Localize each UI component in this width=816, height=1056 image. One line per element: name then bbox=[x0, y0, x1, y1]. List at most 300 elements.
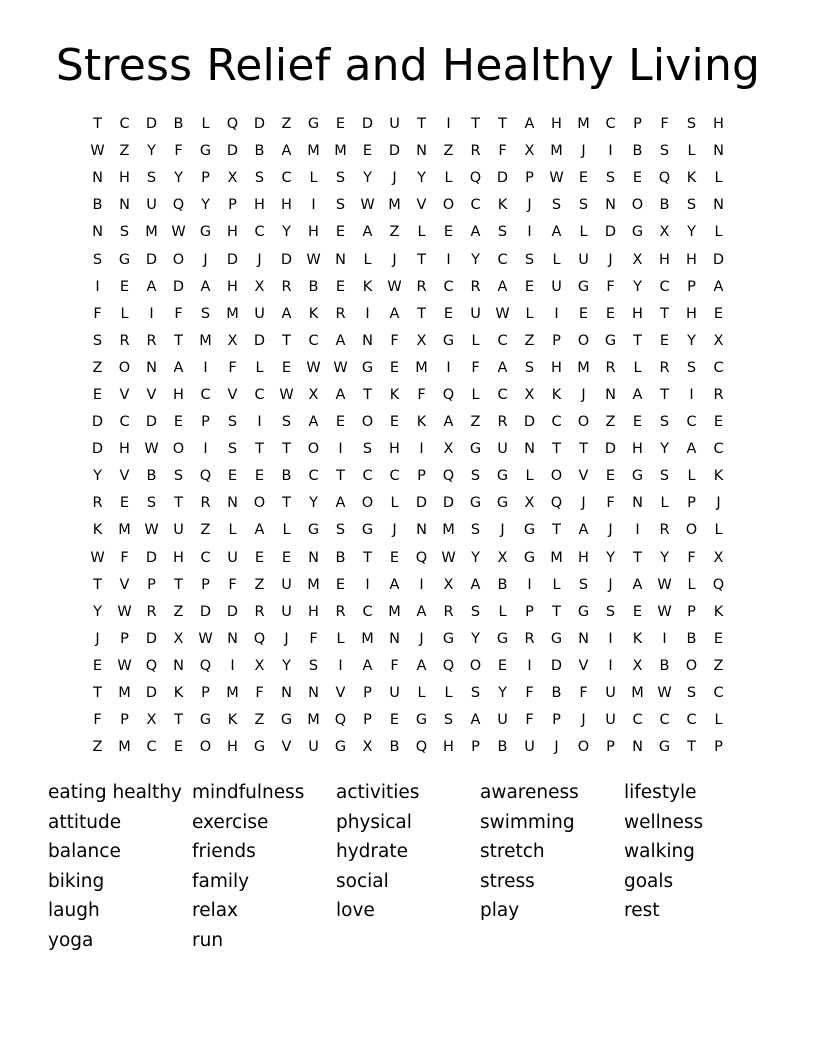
grid-letter: I bbox=[230, 657, 235, 674]
grid-letter: X bbox=[632, 657, 643, 674]
word-list-item: play bbox=[480, 900, 520, 922]
grid-letter: A bbox=[497, 359, 508, 376]
grid-letter: L bbox=[714, 712, 723, 729]
grid-letter: K bbox=[632, 630, 643, 647]
word-list-item: biking bbox=[48, 870, 105, 892]
grid-letter: W bbox=[387, 278, 402, 295]
grid-letter: L bbox=[417, 224, 426, 241]
grid-letter: B bbox=[686, 630, 697, 647]
grid-letter: W bbox=[90, 549, 105, 566]
grid-letter: K bbox=[416, 414, 427, 431]
grid-letter: F bbox=[606, 278, 615, 295]
word-list-item: lifestyle bbox=[624, 782, 697, 803]
grid-letter: B bbox=[146, 468, 157, 485]
grid-letter: T bbox=[174, 712, 183, 729]
grid-letter: Y bbox=[174, 170, 183, 187]
grid-letter: D bbox=[226, 251, 239, 268]
grid-letter: P bbox=[687, 495, 696, 512]
grid-letter: S bbox=[578, 197, 589, 214]
grid-letter: Y bbox=[687, 224, 696, 241]
grid-letter: Q bbox=[415, 739, 428, 756]
grid-letter: B bbox=[389, 739, 400, 756]
grid-letter: U bbox=[254, 305, 265, 322]
grid-letter: V bbox=[578, 468, 589, 485]
grid-letter: T bbox=[633, 332, 642, 349]
grid-letter: A bbox=[470, 712, 481, 729]
grid-letter: N bbox=[605, 386, 616, 403]
grid-letter: Y bbox=[660, 549, 669, 566]
grid-letter: H bbox=[389, 441, 400, 458]
grid-letter: L bbox=[255, 359, 264, 376]
grid-letter: G bbox=[496, 468, 509, 485]
grid-letter: H bbox=[281, 197, 292, 214]
grid-letter: M bbox=[442, 522, 455, 539]
grid-letter: Y bbox=[606, 549, 615, 566]
grid-letter: F bbox=[390, 657, 399, 674]
grid-letter: A bbox=[335, 386, 346, 403]
grid-letter: H bbox=[119, 441, 130, 458]
grid-letter: I bbox=[446, 359, 451, 376]
grid-letter: I bbox=[635, 522, 640, 539]
grid-letter: G bbox=[550, 630, 563, 647]
grid-letter: C bbox=[443, 278, 454, 295]
grid-letter: X bbox=[443, 441, 454, 458]
grid-letter: W bbox=[144, 522, 159, 539]
grid-letter: A bbox=[632, 386, 643, 403]
grid-letter: L bbox=[714, 170, 723, 187]
grid-letter: S bbox=[605, 603, 616, 620]
grid-letter: E bbox=[173, 414, 184, 431]
grid-letter: E bbox=[578, 305, 589, 322]
grid-letter: P bbox=[417, 468, 426, 485]
grid-letter: U bbox=[173, 522, 184, 539]
grid-letter: H bbox=[578, 549, 589, 566]
grid-letter: E bbox=[713, 414, 724, 431]
grid-letter: Q bbox=[469, 170, 482, 187]
grid-letter: U bbox=[308, 739, 319, 756]
grid-letter: A bbox=[524, 116, 535, 133]
grid-letter: H bbox=[254, 197, 265, 214]
grid-letter: E bbox=[659, 332, 670, 349]
grid-letter: Z bbox=[200, 522, 211, 539]
grid-letter: D bbox=[199, 603, 212, 620]
grid-letter: P bbox=[525, 603, 534, 620]
grid-letter: F bbox=[525, 712, 534, 729]
grid-letter: P bbox=[201, 576, 210, 593]
grid-letter: H bbox=[173, 549, 184, 566]
grid-letter: P bbox=[714, 739, 723, 756]
grid-letter: U bbox=[497, 712, 508, 729]
grid-letter: E bbox=[632, 603, 643, 620]
grid-letter: E bbox=[389, 359, 400, 376]
grid-letter: C bbox=[254, 386, 265, 403]
grid-letter: L bbox=[417, 685, 426, 702]
grid-letter: V bbox=[335, 685, 346, 702]
grid-letter: A bbox=[254, 522, 265, 539]
grid-letter: H bbox=[686, 251, 697, 268]
grid-letter: T bbox=[282, 332, 291, 349]
grid-letter: G bbox=[469, 441, 482, 458]
grid-letter: B bbox=[254, 143, 265, 160]
grid-letter: K bbox=[713, 468, 724, 485]
grid-letter: X bbox=[659, 224, 670, 241]
grid-letter: X bbox=[524, 386, 535, 403]
grid-letter: G bbox=[442, 332, 455, 349]
grid-letter: A bbox=[146, 278, 157, 295]
grid-letter: A bbox=[443, 414, 454, 431]
grid-letter: Q bbox=[442, 468, 455, 485]
grid-letter: W bbox=[657, 685, 672, 702]
grid-letter: C bbox=[470, 197, 481, 214]
grid-row bbox=[84, 328, 732, 355]
grid-letter: G bbox=[307, 116, 320, 133]
grid-letter: O bbox=[307, 441, 320, 458]
grid-letter: D bbox=[550, 657, 563, 674]
grid-letter: H bbox=[551, 359, 562, 376]
grid-row bbox=[84, 734, 732, 761]
grid-letter: D bbox=[253, 332, 266, 349]
grid-letter: E bbox=[497, 657, 508, 674]
grid-letter: D bbox=[361, 116, 374, 133]
grid-letter: Z bbox=[254, 576, 265, 593]
grid-letter: E bbox=[335, 414, 346, 431]
grid-letter: T bbox=[579, 441, 588, 458]
grid-letter: V bbox=[578, 657, 589, 674]
grid-letter: U bbox=[470, 305, 481, 322]
grid-letter: A bbox=[578, 522, 589, 539]
grid-letter: T bbox=[417, 116, 426, 133]
grid-letter: H bbox=[227, 224, 238, 241]
grid-letter: I bbox=[338, 657, 343, 674]
grid-letter: W bbox=[306, 251, 321, 268]
grid-row bbox=[84, 219, 732, 246]
grid-letter: O bbox=[253, 495, 266, 512]
grid-letter: F bbox=[309, 630, 318, 647]
word-list-item: love bbox=[336, 900, 375, 922]
grid-letter: V bbox=[119, 468, 130, 485]
grid-letter: N bbox=[362, 332, 373, 349]
grid-letter: X bbox=[416, 332, 427, 349]
grid-letter: G bbox=[415, 712, 428, 729]
grid-letter: L bbox=[309, 170, 318, 187]
word-list-item: attitude bbox=[48, 811, 122, 833]
grid-letter: H bbox=[173, 386, 184, 403]
grid-letter: H bbox=[443, 739, 454, 756]
grid-letter: K bbox=[227, 712, 238, 729]
grid-letter: N bbox=[281, 685, 292, 702]
grid-letter: I bbox=[608, 630, 613, 647]
grid-letter: T bbox=[174, 495, 183, 512]
grid-letter: T bbox=[498, 116, 507, 133]
grid-letter: T bbox=[687, 739, 696, 756]
grid-row bbox=[84, 517, 732, 544]
grid-letter: U bbox=[578, 251, 589, 268]
grid-letter: L bbox=[336, 630, 345, 647]
grid-letter: Z bbox=[119, 143, 130, 160]
grid-letter: W bbox=[657, 576, 672, 593]
grid-letter: N bbox=[227, 495, 238, 512]
grid-letter: S bbox=[659, 143, 670, 160]
grid-letter: P bbox=[525, 170, 534, 187]
grid-letter: Y bbox=[93, 468, 102, 485]
grid-letter: Z bbox=[92, 359, 103, 376]
grid-letter: D bbox=[91, 414, 104, 431]
grid-letter: C bbox=[389, 468, 400, 485]
grid-letter: D bbox=[145, 414, 158, 431]
word-list-item: stress bbox=[480, 870, 535, 892]
grid-letter: C bbox=[659, 278, 670, 295]
grid-letter: L bbox=[687, 468, 696, 485]
grid-letter: B bbox=[497, 739, 508, 756]
grid-letter: H bbox=[713, 116, 724, 133]
grid-letter: N bbox=[713, 143, 724, 160]
grid-letter: X bbox=[254, 657, 265, 674]
grid-letter: A bbox=[551, 224, 562, 241]
grid-letter: Q bbox=[415, 549, 428, 566]
grid-letter: U bbox=[605, 712, 616, 729]
grid-letter: M bbox=[307, 712, 320, 729]
grid-letter: K bbox=[497, 197, 508, 214]
grid-letter: S bbox=[578, 576, 589, 593]
grid-letter: J bbox=[392, 251, 397, 268]
grid-letter: L bbox=[687, 143, 696, 160]
grid-letter: A bbox=[416, 603, 427, 620]
word-list-item: physical bbox=[336, 811, 412, 833]
grid-letter: B bbox=[335, 549, 346, 566]
grid-letter: L bbox=[525, 468, 534, 485]
word-list-item: yoga bbox=[48, 929, 94, 951]
grid-letter: V bbox=[119, 576, 130, 593]
grid-letter: S bbox=[335, 522, 346, 539]
grid-letter: R bbox=[146, 332, 157, 349]
grid-letter: B bbox=[497, 576, 508, 593]
grid-letter: G bbox=[118, 251, 131, 268]
grid-letter: D bbox=[226, 143, 239, 160]
grid-letter: L bbox=[660, 495, 669, 512]
grid-letter: U bbox=[146, 197, 157, 214]
word-list-item: rest bbox=[624, 900, 660, 922]
grid-letter: K bbox=[389, 386, 400, 403]
grid-letter: S bbox=[524, 359, 535, 376]
grid-letter: T bbox=[174, 332, 183, 349]
grid-letter: I bbox=[527, 576, 532, 593]
grid-letter: M bbox=[388, 603, 401, 620]
word-list-item: activities bbox=[336, 782, 420, 803]
grid-letter: T bbox=[93, 685, 102, 702]
grid-letter: W bbox=[657, 603, 672, 620]
grid-letter: C bbox=[497, 251, 508, 268]
grid-letter: E bbox=[119, 495, 130, 512]
grid-letter: S bbox=[335, 197, 346, 214]
grid-letter: Q bbox=[442, 386, 455, 403]
grid-letter: Q bbox=[226, 116, 239, 133]
grid-letter: E bbox=[713, 630, 724, 647]
grid-letter: Y bbox=[93, 603, 102, 620]
grid-letter: T bbox=[552, 603, 561, 620]
grid-letter: P bbox=[552, 332, 561, 349]
grid-letter: D bbox=[91, 441, 104, 458]
grid-letter: L bbox=[444, 685, 453, 702]
grid-letter: O bbox=[118, 359, 131, 376]
grid-letter: I bbox=[365, 305, 370, 322]
grid-letter: E bbox=[254, 549, 265, 566]
grid-letter: E bbox=[605, 468, 616, 485]
grid-letter: R bbox=[335, 603, 346, 620]
grid-letter: G bbox=[523, 522, 536, 539]
grid-letter: S bbox=[470, 468, 481, 485]
grid-letter: S bbox=[146, 495, 157, 512]
grid-letter: O bbox=[577, 739, 590, 756]
grid-letter: A bbox=[281, 143, 292, 160]
grid-letter: F bbox=[174, 143, 183, 160]
grid-letter: M bbox=[577, 116, 590, 133]
grid-letter: T bbox=[282, 495, 291, 512]
grid-letter: J bbox=[608, 251, 613, 268]
grid-letter: J bbox=[203, 251, 208, 268]
grid-letter: G bbox=[199, 712, 212, 729]
grid-letter: N bbox=[632, 495, 643, 512]
grid-letter: J bbox=[581, 712, 586, 729]
grid-row bbox=[84, 382, 732, 409]
grid-letter: M bbox=[145, 224, 158, 241]
grid-letter: J bbox=[581, 495, 586, 512]
grid-letter: L bbox=[687, 576, 696, 593]
page-title: Stress Relief and Healthy Living bbox=[55, 40, 761, 91]
grid-letter: C bbox=[632, 712, 643, 729]
grid-letter: I bbox=[419, 441, 424, 458]
grid-letter: E bbox=[389, 414, 400, 431]
grid-letter: H bbox=[686, 305, 697, 322]
grid-letter: S bbox=[227, 441, 238, 458]
grid-letter: U bbox=[281, 603, 292, 620]
grid-letter: N bbox=[605, 197, 616, 214]
grid-letter: H bbox=[551, 116, 562, 133]
grid-letter: G bbox=[496, 630, 509, 647]
grid-letter: T bbox=[417, 251, 426, 268]
grid-letter: V bbox=[119, 386, 130, 403]
grid-letter: R bbox=[605, 359, 616, 376]
grid-letter: E bbox=[605, 305, 616, 322]
grid-letter: P bbox=[363, 712, 372, 729]
grid-letter: N bbox=[578, 630, 589, 647]
grid-letter: E bbox=[389, 549, 400, 566]
grid-letter: C bbox=[146, 739, 157, 756]
grid-letter: I bbox=[608, 143, 613, 160]
grid-letter: E bbox=[335, 576, 346, 593]
grid-letter: D bbox=[253, 116, 266, 133]
grid-letter: D bbox=[226, 603, 239, 620]
grid-letter: R bbox=[254, 603, 265, 620]
grid-letter: B bbox=[173, 116, 184, 133]
grid-letter: G bbox=[658, 739, 671, 756]
grid-letter: Y bbox=[471, 549, 480, 566]
grid-letter: N bbox=[713, 197, 724, 214]
grid-letter: D bbox=[145, 549, 158, 566]
grid-letter: A bbox=[416, 657, 427, 674]
grid-letter: C bbox=[686, 414, 697, 431]
grid-letter: U bbox=[389, 685, 400, 702]
grid-letter: A bbox=[281, 305, 292, 322]
grid-letter: M bbox=[388, 197, 401, 214]
grid-letter: S bbox=[686, 359, 697, 376]
grid-letter: B bbox=[92, 197, 103, 214]
grid-letter: U bbox=[524, 739, 535, 756]
grid-letter: Q bbox=[712, 576, 725, 593]
grid-letter: C bbox=[713, 359, 724, 376]
grid-letter: N bbox=[308, 549, 319, 566]
grid-letter: E bbox=[335, 278, 346, 295]
grid-letter: C bbox=[497, 332, 508, 349]
grid-letter: J bbox=[581, 386, 586, 403]
grid-row bbox=[84, 111, 732, 138]
grid-letter: F bbox=[93, 712, 102, 729]
grid-letter: M bbox=[226, 685, 239, 702]
grid-letter: G bbox=[577, 603, 590, 620]
grid-letter: F bbox=[228, 576, 237, 593]
grid-letter: S bbox=[686, 685, 697, 702]
grid-letter: A bbox=[497, 278, 508, 295]
grid-letter: L bbox=[228, 522, 237, 539]
grid-letter: J bbox=[95, 630, 100, 647]
grid-letter: Z bbox=[443, 143, 454, 160]
grid-letter: A bbox=[335, 332, 346, 349]
word-list-item: social bbox=[336, 870, 389, 892]
grid-letter: S bbox=[254, 170, 265, 187]
grid-letter: L bbox=[552, 576, 561, 593]
grid-letter: G bbox=[361, 522, 374, 539]
grid-letter: F bbox=[471, 359, 480, 376]
grid-letter: U bbox=[227, 549, 238, 566]
grid-letter: B bbox=[659, 657, 670, 674]
grid-letter: J bbox=[527, 197, 532, 214]
grid-letter: E bbox=[173, 739, 184, 756]
grid-letter: E bbox=[362, 143, 373, 160]
grid-letter: S bbox=[92, 332, 103, 349]
grid-row bbox=[84, 192, 732, 219]
grid-letter: C bbox=[281, 170, 292, 187]
word-list-item: family bbox=[192, 870, 250, 892]
grid-letter: F bbox=[93, 305, 102, 322]
grid-row bbox=[84, 165, 732, 192]
grid-letter: M bbox=[361, 630, 374, 647]
grid-letter: R bbox=[200, 495, 211, 512]
grid-letter: P bbox=[471, 739, 480, 756]
grid-letter: J bbox=[608, 522, 613, 539]
grid-letter: D bbox=[280, 251, 293, 268]
grid-letter: C bbox=[200, 549, 211, 566]
grid-letter: R bbox=[335, 305, 346, 322]
grid-letter: P bbox=[120, 630, 129, 647]
grid-letter: E bbox=[227, 468, 238, 485]
grid-letter: Y bbox=[660, 441, 669, 458]
grid-letter: G bbox=[334, 739, 347, 756]
grid-letter: X bbox=[362, 739, 373, 756]
grid-letter: X bbox=[308, 386, 319, 403]
grid-letter: Q bbox=[550, 495, 563, 512]
word-list-item: laugh bbox=[48, 900, 100, 922]
grid-letter: T bbox=[282, 441, 291, 458]
grid-letter: A bbox=[200, 278, 211, 295]
grid-letter: W bbox=[333, 359, 348, 376]
grid-row bbox=[84, 409, 732, 436]
grid-letter: N bbox=[92, 170, 103, 187]
grid-letter: E bbox=[281, 549, 292, 566]
grid-letter: L bbox=[471, 332, 480, 349]
grid-letter: X bbox=[713, 549, 724, 566]
grid-letter: S bbox=[308, 657, 319, 674]
grid-letter: K bbox=[308, 305, 319, 322]
grid-letter: A bbox=[389, 305, 400, 322]
